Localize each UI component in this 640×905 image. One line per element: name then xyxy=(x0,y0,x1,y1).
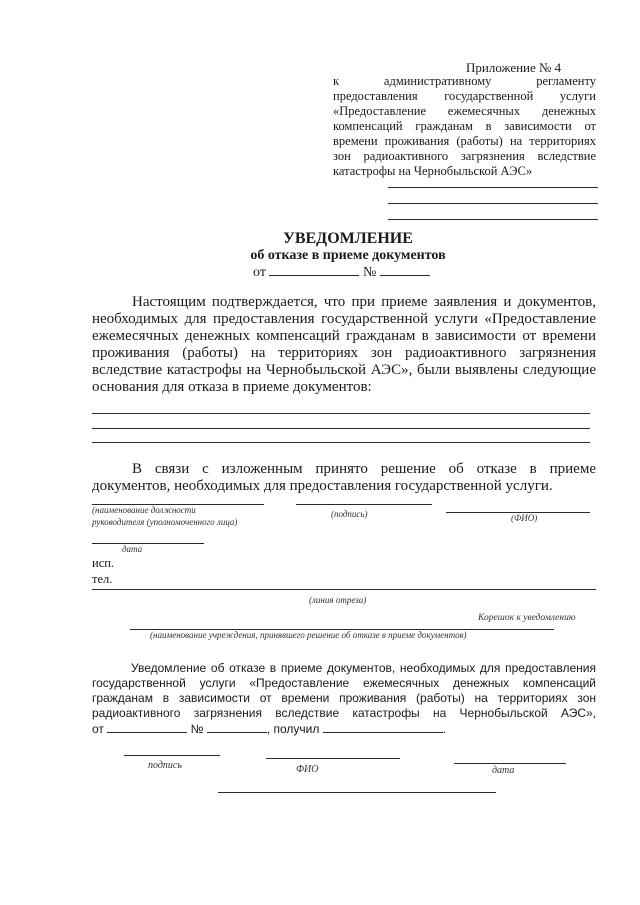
stub-date-blank xyxy=(107,721,187,733)
cut-line xyxy=(92,589,596,590)
addressee-blank-line xyxy=(388,203,598,204)
signature-blank-line xyxy=(296,504,432,505)
stub-signature-caption: подпись xyxy=(148,760,182,771)
number-label: № xyxy=(362,265,377,280)
body-line: проживания (работы) на территориях зон радиоактивного загрязнения xyxy=(92,345,596,361)
document-title: УВЕДОМЛЕНИЕ xyxy=(283,230,413,247)
appendix-line: компенсаций гражданам в зависимости от xyxy=(333,119,596,133)
institution-caption: (наименование учреждения, принявшего решение об отказе в приеме документов) xyxy=(150,630,467,640)
stub-line: государственной услуги «Предоставление ежемесячных денежных компенсаций xyxy=(92,676,596,690)
appendix-line: предоставления государственной услуги xyxy=(333,89,596,103)
stub-received-label: , получил xyxy=(266,722,320,736)
appendix-title: Приложение № 4 xyxy=(466,60,562,75)
reasons-blank-line xyxy=(92,428,590,429)
stub-signature-line xyxy=(124,755,220,756)
appendix-line: катастрофы на Чернобыльской АЭС» xyxy=(333,164,533,178)
notice-date-number xyxy=(253,264,453,281)
decision-line: документов, необходимых для предоставления государственной услуги. xyxy=(92,478,553,494)
appendix-line: «Предоставление ежемесячных денежных xyxy=(333,104,596,118)
position-caption: руководителя (уполномоченного лица) xyxy=(92,517,238,527)
stub-fio-line xyxy=(266,758,400,759)
body-line: необходимых для предоставления государственной услуги «Предоставление xyxy=(92,311,596,327)
stub-line: Уведомление об отказе в приеме документов, необходимых для предоставления xyxy=(131,661,596,675)
number-blank xyxy=(380,264,430,276)
decision-line: В связи с изложенным принято решение об отказе в приеме xyxy=(132,461,596,477)
addressee-blank-line xyxy=(388,187,598,188)
body-line: основания для отказа в приеме документов: xyxy=(92,379,372,395)
stub-receipt-line: от № , получил . xyxy=(92,722,447,736)
stub-line: гражданам в зависимости от времени проживания (работы) на территориях зон xyxy=(92,691,596,705)
date-blank-line xyxy=(92,543,204,544)
stub-number-blank xyxy=(207,721,267,733)
reasons-blank-line xyxy=(92,442,590,443)
date-blank xyxy=(269,264,359,276)
appendix-line: зон радиоактивного загрязнения вследствие xyxy=(333,149,596,163)
body-line: Настоящим подтверждается, что при приеме заявления и документов, xyxy=(132,294,596,310)
addressee-blank-line xyxy=(388,219,598,220)
document-subtitle: об отказе в приеме документов xyxy=(250,248,446,263)
fio-caption: (ФИО) xyxy=(511,513,538,523)
stub-bottom-line xyxy=(218,792,496,793)
stub-date-line xyxy=(454,763,566,764)
appendix-line: к административному регламенту xyxy=(333,74,596,88)
stub-date-caption: дата xyxy=(492,765,515,776)
date-caption: дата xyxy=(122,544,143,554)
appendix-line: времени проживания (работы) на территориях xyxy=(333,134,596,148)
body-line: ежемесячных денежных компенсаций гражданам в зависимости от времени xyxy=(92,328,596,344)
cut-line-caption: (линия отреза) xyxy=(309,595,367,605)
stub-label: Корешок к уведомлению xyxy=(478,613,576,623)
reasons-blank-line xyxy=(92,413,590,414)
from-label: от xyxy=(253,265,266,280)
phone-label: тел. xyxy=(92,572,113,586)
stub-number-label: № xyxy=(190,722,204,736)
stub-fio-caption: ФИО xyxy=(296,764,319,775)
signature-caption: (подпись) xyxy=(331,509,368,519)
stub-line: радиоактивного загрязнения вследствие катастрофы на Чернобыльской АЭС», xyxy=(92,706,596,720)
stub-from-label: от xyxy=(92,722,104,736)
body-line: вследствие катастрофы на Чернобыльской АЭС», были выявлены следующие xyxy=(92,362,596,378)
stub-received-blank xyxy=(323,721,443,733)
executor-label: исп. xyxy=(92,556,115,570)
position-caption: (наименование должности xyxy=(92,505,196,515)
